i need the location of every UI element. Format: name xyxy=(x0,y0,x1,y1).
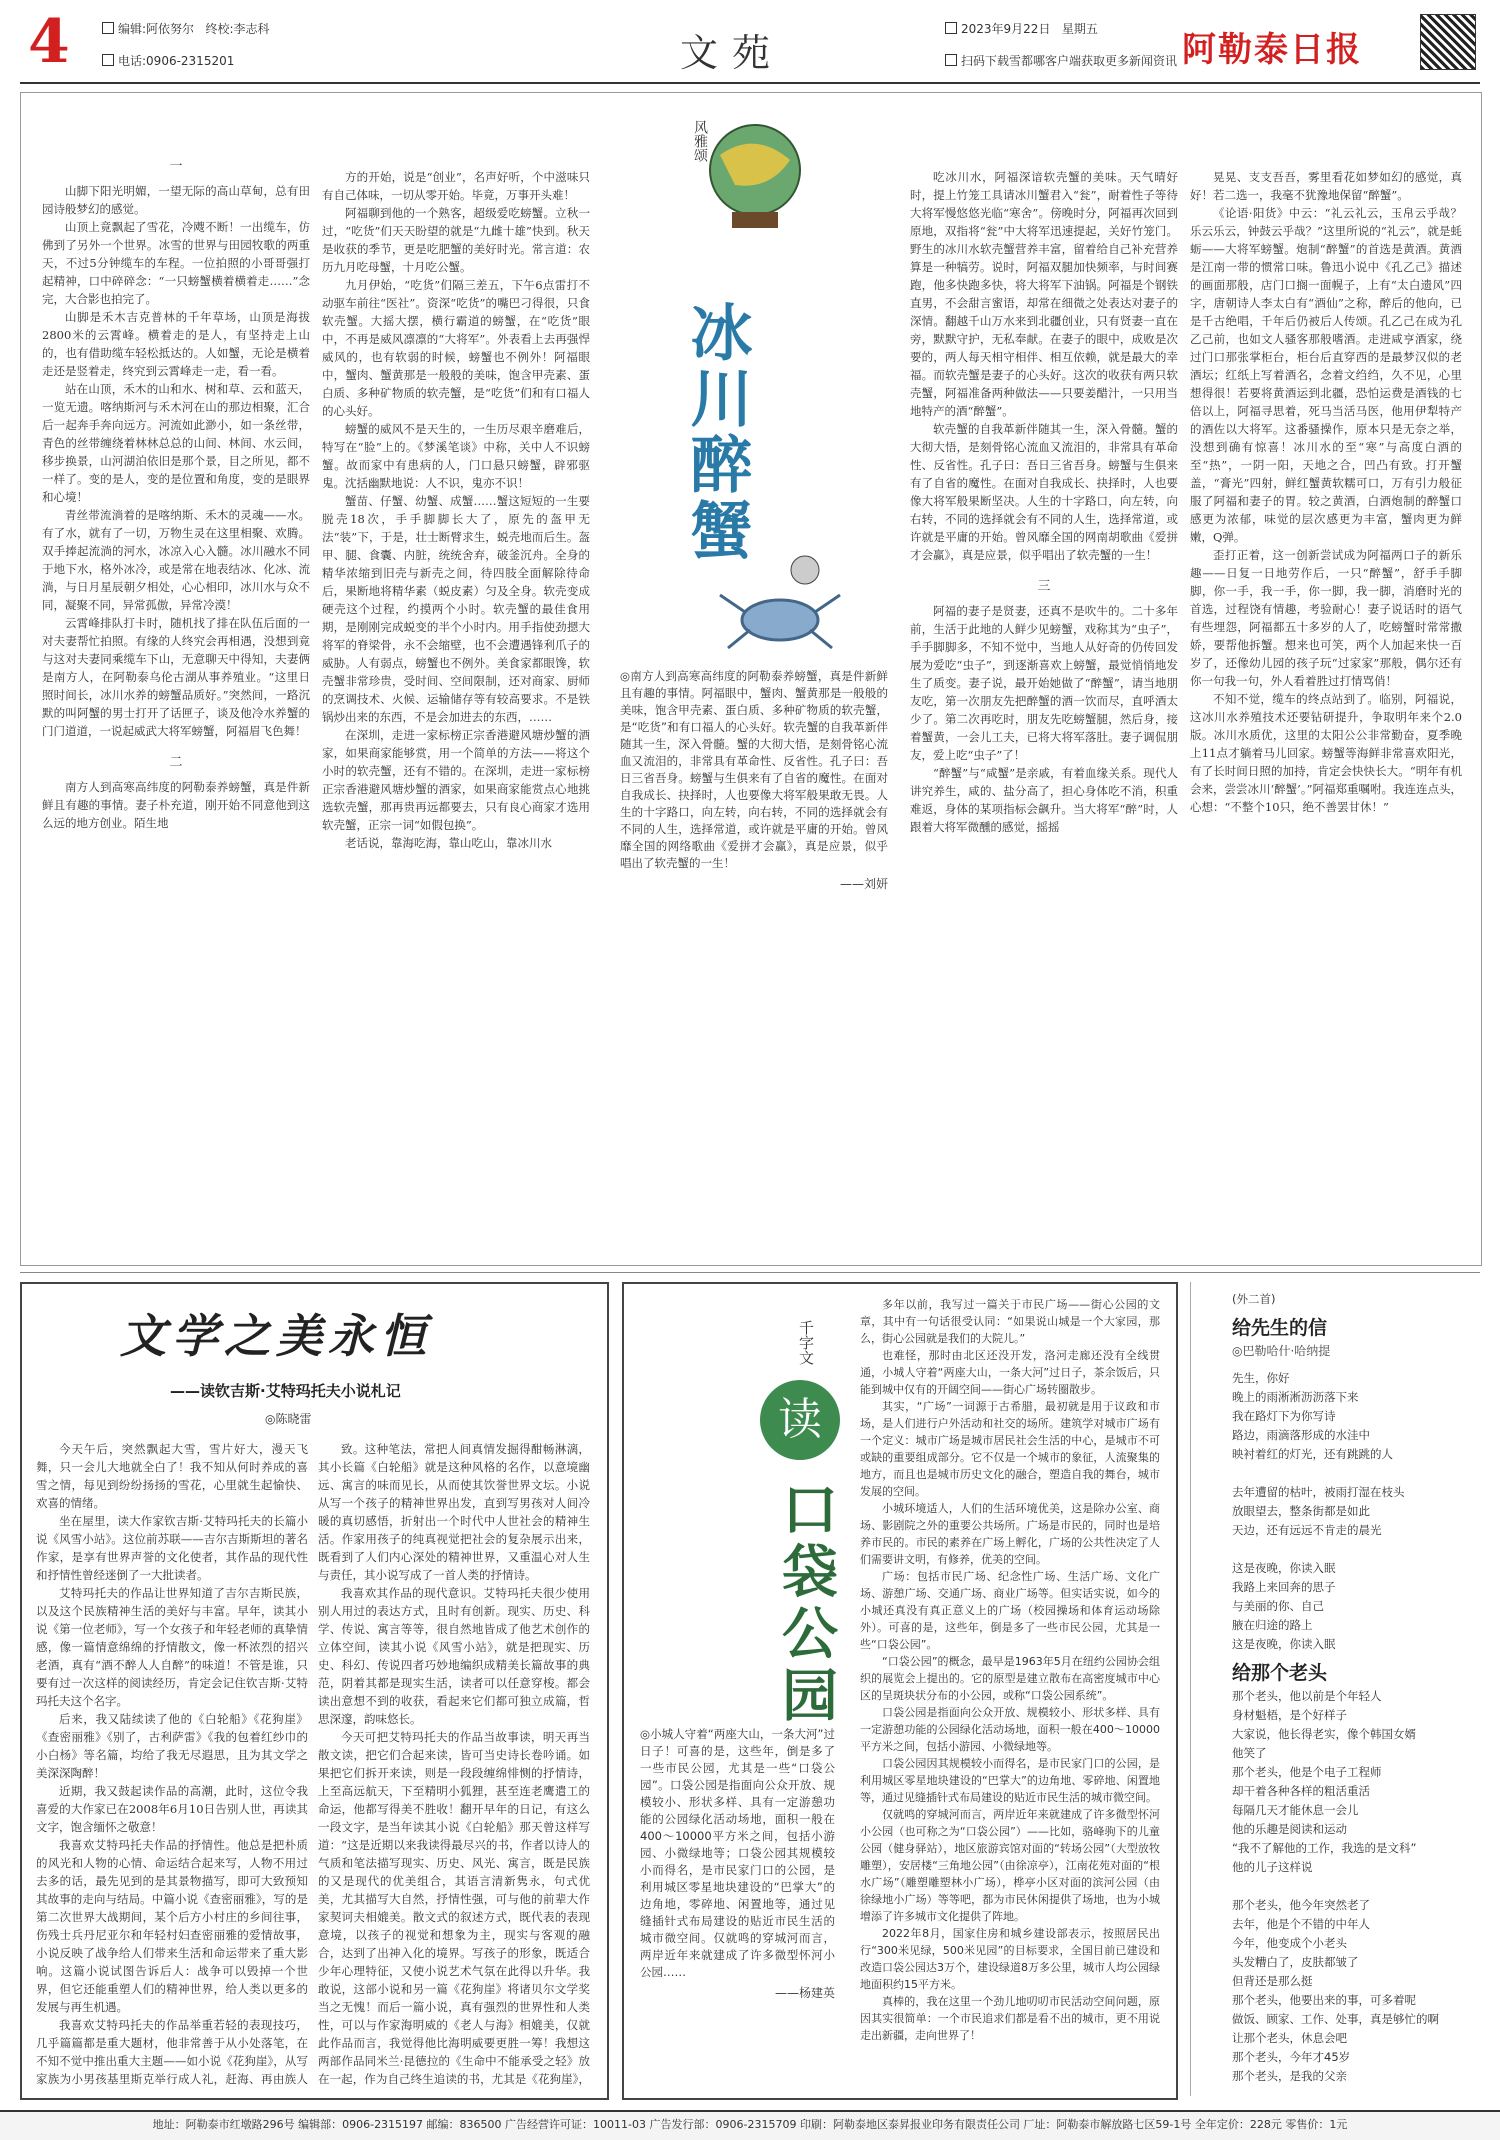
feature1-col1 xyxy=(42,152,310,1262)
feature1-caption xyxy=(620,668,888,1078)
poem-line: 身材魁梧，是个好样子 xyxy=(1232,1708,1347,1722)
read-badge: 读 xyxy=(760,1380,840,1460)
paragraph: 螃蟹的威风不是天生的，一生历尽艰辛磨难后，特写在“脸”上的。《梦溪笔谈》中称，关中人不识螃蟹。故而家中有患病的人，门口悬只螃蟹，辟邪驱鬼。沈括幽默地说：人不识，鬼亦不识！ xyxy=(322,422,590,490)
poem-line: 我在路灯下为你写诗 xyxy=(1232,1409,1336,1423)
poem-line: 天边，还有远远不肯走的晨光 xyxy=(1232,1523,1382,1537)
paragraph: 我喜欢其作品的现代意识。艾特玛托夫很少使用别人用过的表达方式，且时有创新。现实、历史、科学、传说、寓言等等，很自然地皆成了他艺术创作的立体空间，读其小说《风雪小站》，就是把现实、历史、科幻、传说四者巧妙地编织成精美长篇故事的典范，阴着其都是现实生活，读者可以任意穿梭。都会读出意想不到的收获，看起来它们都可独立成篇，哲思深邃，韵味悠长。 xyxy=(318,1586,590,1726)
paragraph: 歪打正着，这一创新尝试成为阿福两口子的新乐趣——日复一日地劳作后，一只“醉蟹”，舒手手脚脚，你一手，我一手，你一脚，我一脚，消磨时光的首选，过程饶有情趣，考验耐心！妻子说话时的语气有些埋怨，阿福都五十多岁的人了，吃螃蟹时常常撒娇，要帮他拆蟹。想来也可笑，两个人加起来快一百岁了，还像幼儿园的孩子玩“过家家”那般，偶尔还有你一句我一句，外人看着胜过打情骂俏！ xyxy=(1190,548,1462,688)
app-promo: 扫码下载雪都哪客户端获取更多新闻资讯 xyxy=(961,54,1178,68)
date: 2023年9月22日 xyxy=(961,22,1051,36)
paragraph: 也难怪，那时由北区还没开发，洛河走廊还没有全线贯通，小城人守着“两座大山，一条大河”过日子，茶余饭后，只能到城中仅有的开阔空间——街心广场转圈散步。 xyxy=(860,1349,1160,1396)
page-number: 4 xyxy=(28,7,70,77)
section-title: 文苑 xyxy=(680,31,785,75)
paragraph: 站在山顶，禾木的山和水、树和草、云和蓝天，一览无遗。喀纳斯河与禾木河在山的那边相聚，汇合后一起奔手奔向远方。河流如此渺小，如一条丝带，青色的丝带缠绕着林林总总的山间、林间、水云间，移步换景，山河湖泊依旧是那个景，目之所见，都不一样了。变的是人，变的是位置和角度，变的是眼界和心境！ xyxy=(42,382,310,504)
feature2-col1 xyxy=(36,1440,308,2090)
paragraph: 我喜欢艾特玛托夫的作品举重若轻的表现技巧，几乎篇篇都是重大题材，他非常善于从小处落笔，在不知不觉中推出重大主题——如小说《花狗崖》，从写家族为小男孩基里斯克举行成人礼，赶海、再由族人 xyxy=(36,2018,308,2086)
poem-line: 放眼望去，整条街都是如此 xyxy=(1232,1504,1370,1518)
poem-title: 给那个老头 xyxy=(1232,1662,1328,1684)
paragraph: 广场：包括市民广场、纪念性广场、生活广场、文化广场、游憩广场、交通广场、商业广场等。但实话实说，如今的小城还真没有真正意义上的广场（校园操场和体育运动场除外）。可喜的是，这些年，倒是多了一些市民公园，尤其是一些“口袋公园”。 xyxy=(860,1570,1160,1651)
paragraph: 不知不觉，缆车的终点站到了。临别，阿福说，这冰川水养殖技术还要钻研提升，争取明年来个2.0版。冰川水质优，这里的太阳公公非常勤奋，夏季晚上11点才躺着马儿回家。螃蟹等海鲜非常喜欢阳光，有了长时间日照的加持，肯定会快快长大。“明年有机会来，尝尝冰川‘醉蟹’。”阿福郑重嘱咐。我连连点头，心想：“不整个10只，绝不善罢甘休！” xyxy=(1190,692,1462,814)
paragraph: 艾特玛托夫的作品让世界知道了吉尔吉斯民族，以及这个民族精神生活的美好与丰富。早年，读其小说《第一位老师》，写一个女孩子和年轻老师的真挚情感，像一篇情意绵绵的抒情散文，像一杯浓烈的招兴老酒，真有“酒不醉人人自醉”的味道！不管是谁，只要有过一次这样的阅读经历，肯定会记住钦吉斯·艾特玛托夫这个名字。 xyxy=(36,1586,308,1708)
poem-line: 那个老头，是我的父亲 xyxy=(1232,2069,1347,2083)
poems-block xyxy=(1232,1290,1472,2090)
paragraph: 口袋公园因其规模较小而得名，是市民家门口的公园，是利用城区零星地块建设的“巴掌大”的边角地、零碎地、闲置地等，通过见缝插针式布局建设的贴近市民生活的城市微空间。 xyxy=(860,1757,1160,1804)
reviewer: 终校:李志科 xyxy=(205,22,270,36)
poem-line: “我不了解他的工作，我选的是文科” xyxy=(1232,1841,1417,1855)
poem-line: 去年遭留的枯叶，被雨打湿在枝头 xyxy=(1232,1485,1405,1499)
paragraph: 山顶上竟飘起了雪花，冷飕不断！一出缆车，仿佛到了另外一个世界。冰雪的世界与田园牧歌的两重天，不过5分钟缆车的车程。一位拍照的小哥哥强打起精神，口中碎碎念：“一只螃蟹横着横着走……”念完，大合影也拍完了。 xyxy=(42,220,310,306)
paragraph: 我喜欢艾特玛托夫作品的抒情性。他总是把朴质的风光和人物的心情、命运结合起来写，人物不用过去多的话，最先见到的是其景物描写，即可大致预知其故事的走向与结局。中篇小说《查密丽雅》，写的是第二次世界大战期间，某个后方小村庄的乡间往事，伤残士兵丹尼亚尔和年轻村妇查密丽雅的爱情故事，小说反映了战争给人们带来生活和命运带来了重大影响。这篇小说试图告诉后人：战争可以毁掉一个世界，但它还能重塑人们的精神世界，给人类以更多的发展与再生机遇。 xyxy=(36,1838,308,2014)
poem-line: 那个老头，他要出来的事，可多着呢 xyxy=(1232,1993,1416,2007)
paragraph: 致。这种笔法，常把人间真情发掘得酣畅淋漓，其小长篇《白轮船》就是这种风格的名作，以意境幽远、寓言的味而见长，从而使其饮誉世界文坛。小说从写一个孩子的精神世界出发，直到写男孩对人间冷暖的真切感悟，折射出一个时代中人世社会的精神生活。作家用孩子的纯真视觉把社会的复杂展示出来，既看到了人们内心深处的精神世界，又重温心对人生与责任，其小说写成了一首人类的抒情诗。 xyxy=(318,1442,590,1582)
paragraph: 今天可把艾特玛托夫的作品当故事读，明天再当散文读，把它们合起来读，皆可当史诗长卷吟诵。如果把它们拆开来读，则是一段段缠绵悱恻的抒情诗，上至高远航天，下至精明小狐狸，甚至连老鹰遣工的命运，他都写得美不胜收！翻开早年的日记，有这么一段文字，是当年读其小说《白轮船》那天曾这样写道：“这是近期以来我读得最尽兴的书，作者以诗人的气质和笔法描写现实、历史、风光、寓言，既是民族的又是现代的优美组合，其语言清新隽永，句式优美，尤其描写大自然，抒情性强，可与他的前辈大作家契诃夫相媲美。散文式的叙述方式，既代表的表现意境，以孩子的视觉和想象为主，现实与客观的融合，达到了出神入化的境界。写孩子的形象，既适合少年心理特征，又使小说艺术气氛在此得以升华。我敢说，这部小说和另一篇《花狗崖》将诸贝尔文学奖当之无愧！而后一篇小说，真有强烈的世界性和人类性，可以与作家海明威的《老人与海》相媲美，仅就此作品而言，我觉得他比海明威要更胜一筹！我想这两部作品同米兰·昆德拉的《生命中不能承受之轻》放在一起，作为自己终生追读的书，尤其是《花狗崖》， xyxy=(318,1730,590,2086)
qr-code-icon[interactable] xyxy=(1420,14,1476,70)
feature2-subtitle: ——读钦吉斯·艾特玛托夫小说札记 xyxy=(170,1382,401,1400)
paragraph: 九月伊始，“吃货”们隔三差五，下午6点雷打不动驱车前往“医社”。资深“吃货”的嘴巴刁得很，只食软壳蟹。大摇大摆，横行霸道的螃蟹，在“吃货”眼中，不再是威风凛凛的“大将军”。外表看上去再强悍威风的，也有软弱的时候，螃蟹也不例外！阿福眼中，蟹肉、蟹黄那是一般般的美味，饱含甲壳素、蛋白质、多种矿物质的软壳蟹，是“吃货”们和有口福人的心头好。 xyxy=(322,278,590,418)
caption-text: ◎小城人守着“两座大山，一条大河”过日子！可喜的是，这些年，倒是多了一些市民公园，尤其是一些“口袋公园”。口袋公园是指面向公众开放、规模较小、形状多样、具有一定游憩功能的公园绿化活动场地，面积一般在400～10000平方米之间，包括小游园、小微绿地等；口袋公园其规模较小而得名，是市民家门口的公园，是利用城区零星地块建设的“巴掌大”的边角地，零碎地、闲置地等，通过见缝插针式布局建设的贴近市民生活的城市微空间。仅就鸣的穿城河而言，两岸近年来就建成了许多微型怀河小公园…… xyxy=(640,1727,835,1979)
paragraph: 阿福的妻子是贤妻，还真不是吹牛的。二十多年前，生活于此地的人鲜少见螃蟹，戏称其为“虫子”，手手脚脚多，不知不觉中，当地人从好奇的仍传回发展为爱吃“虫子”，到逐渐喜欢上螃蟹，最觉悄悄地发生了质变。妻子说，最开始她做了“醉蟹”，请当地朋友吃，第一次朋友先把醉蟹的酒一饮而尽，直呼酒太少了。第二次再吃时，朋友先吃螃蟹腿，然后身，接着蟹黄，一会儿工夫，已将大将军落肚。妻子调侃朋友，爱上吃“虫子”了！ xyxy=(910,604,1178,762)
editor-line xyxy=(102,20,270,37)
poem-author: ◎巴勒哈什·哈纳提 xyxy=(1232,1344,1331,1358)
poem-line: 头发糟白了，皮肤都皱了 xyxy=(1232,1955,1359,1969)
poem-line: 路边，雨滴落形成的水洼中 xyxy=(1232,1428,1370,1442)
paragraph: 多年以前，我写过一篇关于市民广场——街心公园的文章，其中有一句话很受认同：“如果说山城是一个大家园，那么，街心公园就是我们的大院儿。” xyxy=(860,1298,1160,1345)
caption-author: ——杨建英 xyxy=(774,1986,835,2000)
section-number: 三 xyxy=(1037,579,1051,594)
feature3-title: 口袋公园 xyxy=(773,1480,839,1728)
column-tag: 风雅颂 xyxy=(692,120,708,162)
poems-intro: (外二首) xyxy=(1232,1292,1276,1306)
poem-line: 却干着各种各样的粗活重活 xyxy=(1232,1784,1370,1798)
paragraph: 坐在屋里，读大作家钦吉斯·艾特玛托夫的长篇小说《风雪小站》。这位前苏联——吉尔吉斯斯坦的著名作家，是享有世界声誉的文化使者，其作品的现代性和抒情性曾经迷倒了一大批读者。 xyxy=(36,1514,308,1582)
paragraph: 山脚是禾木吉克普林的千年草场，山顶是海拔2800米的云霄峰。横着走的是人，有坚持走上山的，也有借助缆车轻松抵达的。人如蟹，无论是横着走还是竖着走，终究到云霄峰走一走，看一看。 xyxy=(42,310,310,378)
feature1-col4 xyxy=(1190,168,1462,1262)
paragraph: 阿福聊到他的一个熟客，超级爱吃螃蟹。立秋一过，“吃货”们天天盼望的就是“九雌十雄”快到。秋天是收获的季节，更是吃肥蟹的美好时光。常言道：农历九月吃母蟹，十月吃公蟹。 xyxy=(322,206,590,274)
caption-author: ——刘妍 xyxy=(839,877,888,891)
section-number: 一 xyxy=(169,159,183,174)
editor: 编辑:阿依努尔 xyxy=(118,22,195,36)
poem-line: 做饭、顾家、工作、处事，真是够忙的啊 xyxy=(1232,2012,1439,2026)
paragraph: 晃晃、支支吾吾，雾里看花如梦如幻的感觉，真好！若二选一，我毫不犹豫地保留“醉蟹”。 xyxy=(1190,170,1462,202)
paragraph: “醉蟹”与“咸蟹”是亲戚，有着血缘关系。现代人讲究养生，咸的、盐分高了，担心身体吃不消，积重难返，身体的某项指标会飙升。当大将军“醉”时，人跟着大将军微醺的感觉，摇摇 xyxy=(910,766,1178,834)
poem-line: 那个老头，他是个电子工程师 xyxy=(1232,1765,1382,1779)
footer-imprint: 地址：阿勒泰市红墩路296号 编辑部：0906-2315197 邮编：836500 广告经营许可证：10011-03 广告发行部：0906-2315709 印刷：阿勒泰地区泰昇报业印务有限责任公司 厂址：阿勒泰市解放路七区59-1号 全年定价：228元 零售价：1元 xyxy=(0,2110,1500,2140)
poem-line: 让那个老头，休息会吧 xyxy=(1232,2031,1347,2045)
feature3-body xyxy=(860,1296,1160,2090)
feature2-title: 文学之美永恒 xyxy=(120,1309,432,1363)
paragraph: 山脚下阳光明媚，一望无际的高山草甸，总有田园诗般梦幻的感觉。 xyxy=(42,184,310,216)
paragraph: 小城环境适人，人们的生活环境优美，这是除办公室、商场、影剧院之外的重要公共场所。广场是市民的，同时也是培养市民的。市民的素养在广场上孵化，广场的公共性决定了人们需要讲文明，有修养，优美的空间。 xyxy=(860,1502,1160,1566)
poem-body xyxy=(1232,1687,1472,2086)
poem-line: 今年，他变成个小老头 xyxy=(1232,1936,1347,1950)
poem-title: 给先生的信 xyxy=(1232,1317,1328,1339)
paragraph: 方的开始，说是“创业”，名声好听，个中滋味只有自己体味，一切从零开始。毕竟，万事开头难！ xyxy=(322,170,590,202)
poem-line: 晚上的雨淅淅沥沥落下来 xyxy=(1232,1390,1359,1404)
paragraph: 其实，“广场”一词源于古希腊，最初就是用于议政和市场，是人们进行户外活动和社交的场所。建筑学对城市广场有一个定义：城市广场是城市居民社会生活的中心，是城市不可或缺的重要组成部分。它不仅是一个城市的象征，人流聚集的地方，而且也是城市历史文化的融合，塑造自我的舞台，城市发展的空间。 xyxy=(860,1400,1160,1498)
paragraph: 老话说，靠海吃海，靠山吃山，靠冰川水 xyxy=(345,836,552,850)
poem-line: 那个老头，今年才45岁 xyxy=(1232,2050,1351,2064)
caption-text: ◎南方人到高寒高纬度的阿勒泰养螃蟹，真是件新鲜且有趣的事情。阿福眼中，蟹肉、蟹黄那是一般般的美味，饱含甲壳素、蛋白质、多种矿物质的软壳蟹，是“吃货”和有口福人的心头好。软壳蟹的自我革新伴随其一生，深入骨髓。蟹的大彻大悟，是刻骨铭心流血又流泪的，非常具有革命性、反省性。孔子曰：吾日三省吾身。螃蟹与生俱来有了自省的魔性。在面对自我成长、抉择时，人也要像大将军般果敢无畏。人生的十字路口，向左转，向右转，不同的选择就会有不同的人生，选择常道，或许就是平庸的开始。曾风靡全国的网络歌曲《爱拼才会赢》，真是应景，似乎唱出了软壳蟹的一生！ xyxy=(620,669,888,870)
paragraph: 蟹苗、仔蟹、幼蟹、成蟹……蟹这短短的一生要脱壳18次，手手脚脚长大了，原先的盔甲无法“装”下，于是，壮士断臂求生，蜕壳地而后生。盔甲、腿、食囊、内脏，统统舍弃，破釜沉舟。全身的精华浓缩到旧壳与新壳之间，待四肢全面解除待命后，果断地将精华素（蜕皮素）匀及全身。软壳变成硬壳这个过程，约摸两个小时。软壳蟹的最佳食用期，是刚刚完成蜕变的半个小时内。用手指使劲摁大将军的脊梁骨，永不会缩壁，也不会遭遇锋利爪子的威胁。人有弱点，螃蟹也不例外。美食家都眼馋，软壳蟹非常珍贵，受时间、空间限制，还对商家、厨师的烹调技术、火候、运输储存等有较高要求。不是铁锅炒出来的东西，不是会加进去的东西，…… xyxy=(322,494,590,724)
feature2-col2 xyxy=(318,1440,590,2090)
poem-line: 大家说，他长得老实，像个韩国女婿 xyxy=(1232,1727,1416,1741)
section-divider xyxy=(20,1272,1480,1273)
poem-body xyxy=(1232,1369,1472,1654)
poem-line: 他笑了 xyxy=(1232,1746,1267,1760)
feature3-caption xyxy=(640,1726,835,2036)
phone-line xyxy=(102,52,234,69)
feature1-col3 xyxy=(910,168,1178,1262)
poem-line: 他的乐趣是阅读和运动 xyxy=(1232,1822,1347,1836)
paragraph: “口袋公园”的概念，最早是1963年5月在纽约公园协会组织的展览会上提出的。它的原型是建立散布在高密度城市中心区的呈斑块状分布的小公园，或称“口袋公园系统”。 xyxy=(860,1655,1160,1702)
app-promo-line xyxy=(945,52,1177,69)
paragraph: 软壳蟹的自我革新伴随其一生，深入骨髓。蟹的大彻大悟，是刻骨铭心流血又流泪的，非常具有革命性、反省性。孔子曰：吾日三省吾身。螃蟹与生俱来有了自省的魔性。在面对自我成长、抉择时，人也要像大将军般果断坚决。人生的十字路口，向左转，向右转，不同的选择就会有不同的人生，选择常道，或许就是平庸的开始。曾风靡全国的网南胡歌曲《爱拼才会赢》，真是应景，似乎唱出了软壳蟹的一生！ xyxy=(910,422,1178,562)
paragraph: 仅就鸣的穿城河而言，两岸近年来就建成了许多微型怀河小公园（也可称之为“口袋公园”）——比如，骆峰驹下的儿童公园（健身驿站），地区旅游宾馆对面的“转场公园”（大型放牧雕塑），安居楼“三角地公园”（由徐凉亭），江南花苑对面的“根水广场”（雕塑雕塑林小广场），桦亭小区对面的滨河公园（由徐绿地小广场）等等吧，都为市民休闲提供了场地，也为小城增添了许多城市文化提供了阵地。 xyxy=(860,1808,1160,1923)
poem-line: 我路上来回奔的思子 xyxy=(1232,1580,1336,1594)
poem-line: 他的儿子这样说 xyxy=(1232,1860,1313,1874)
paragraph: 吃冰川水，阿福深谙软壳蟹的美味。天气晴好时，提上竹笼工具请冰川蟹君入“瓮”，耐着性子等待大将军慢悠悠光临“寒舍”。傍晚时分，阿福再次回到原地，双指将“瓮”中大将军迅速提起，关好竹笼门。野生的冰川水软壳蟹营养丰富，留着给自己补充营养算是一种犒劳。说时，阿福双腿加快频率，与时间赛跑，他多快跑多快，将大将军下油锅。阿福是个钢铁直男，不会甜言蜜语，却常在细微之处表达对妻子的深情。翻越千山万水来到北疆创业，只有贤妻一直在旁，默默守护，无私奉献。在妻子的眼中，成败是次要的，两人每天相守相伴、相互依赖，就是最大的幸福。而软壳蟹是妻子的心头好。这次的收获有两只软壳蟹，阿福准备两种做法——只要姜醋汁，一只用当地特产的酒“醉蟹”。 xyxy=(910,170,1178,418)
paragraph: 近期，我又鼓起读作品的高潮，此时，这位令我喜爱的大作家已在2008年6月10日告别人世，再读其文字，饱含缅怀之敬意！ xyxy=(36,1784,308,1834)
poem-line: 映衬着红的灯光，还有跳跳的人 xyxy=(1232,1447,1393,1461)
paragraph: 2022年8月，国家住房和城乡建设部表示，按照居民出行“300米见绿，500米见园”的目标要求，全国目前已建设和改造口袋公园达3万个，建设绿道8万多公里，城市人均公园绿地面积约15平方米。 xyxy=(860,1927,1160,1991)
paragraph: 青丝带流淌着的是喀纳斯、禾木的灵魂——水。有了水，就有了一切，万物生灵在这里相聚、欢腾。双手捧起流淌的河水，冰凉入心入髓。冰川融水不同于地下水，格外冰冷，或是常在地表结冰、化冰、流淌，与日月星辰朝夕相处，心心相印，冰川水与众不同，凝聚不同，异常孤傲，异常冷漠！ xyxy=(42,508,310,612)
poem-line: 这是夜晚，你读入眠 xyxy=(1232,1637,1336,1651)
poem-line xyxy=(1232,1877,1472,1896)
crab-icon xyxy=(720,595,840,648)
feature1-col2 xyxy=(322,168,590,1262)
poem-line: 每隔几天才能休息一会儿 xyxy=(1232,1803,1359,1817)
poem-line: 但背还是那么挺 xyxy=(1232,1974,1313,1988)
column-tag: 千字文 xyxy=(797,1320,815,1365)
poem-line: 先生，你好 xyxy=(1232,1371,1290,1385)
paragraph: 后来，我又陆续读了他的《白轮船》《花狗崖》《查密丽雅》《别了，古利萨雷》《我的包着红纱巾的小白杨》等名篇，均给了我无尽遐思，且为其文学之美深深陶醉！ xyxy=(36,1712,308,1780)
poem-line: 这是夜晚，你读入眠 xyxy=(1232,1561,1336,1575)
poem-line: 腋在归途的路上 xyxy=(1232,1618,1313,1632)
paragraph: 云霄峰排队打卡时，随机找了排在队伍后面的一对夫妻帮忙拍照。有缘的人终究会再相遇，没想到竟与这对夫妻同乘缆车下山，无意聊天中得知，夫妻俩是南方人，在阿勒泰乌伦古湖从事养殖业。“这里日照时间长，冰川水养的螃蟹品质好。”突然间，一路沉默的叫阿蟹的男士打开了话匣子，谈及他冷水养蟹的门门道道，一说起威武大将军螃蟹，阿福眉飞色舞！ xyxy=(42,616,310,738)
paragraph: 真棒的，我在这里一个劲儿地叨叨市民活动空间问题，原因其实很简单：一个市民追求们都是看不出的城市，更不用说走出新疆，走向世界了！ xyxy=(860,1995,1160,2042)
feature2-author: ◎陈晓雷 xyxy=(265,1412,312,1426)
feature1-title: 冰川醉蟹 xyxy=(680,300,753,564)
poem-line: 那个老头，他以前是个年轻人 xyxy=(1232,1689,1382,1703)
poem-line xyxy=(1232,1540,1472,1559)
poem-line: 与美丽的你、自己 xyxy=(1232,1599,1324,1613)
date-line xyxy=(945,20,1098,37)
paragraph: 今天午后，突然飘起大雪，雪片好大，漫天飞舞，只一会儿大地就全白了！我不知从何时养成的喜雪之情，每见到纷纷扬扬的雪花，心里就生起愉快、欢喜的情绪。 xyxy=(36,1442,308,1510)
phone: 电话:0906-2315201 xyxy=(118,54,235,68)
paragraph: 南方人到高寒高纬度的阿勒泰养螃蟹，真是件新鲜且有趣的事情。妻子朴充道，刚开始不同意他到这么远的地方创业。陌生地 xyxy=(42,780,310,830)
poem-line xyxy=(1232,1464,1472,1483)
paragraph: 《论语·阳货》中云：“礼云礼云，玉帛云乎哉？乐云乐云，钟鼓云乎哉？”这里所说的“礼云”，就是蚝蛎——大将军螃蟹。炮制“醉蟹”的首选是黄酒。黄酒是江南一带的惯常口味。鲁迅小说中《孔乙己》描述的画面那般，店门口搁一面幌子，上有“太白遗风”四字，唐朝诗人李太白有“酒仙”之称，醉后的他向，已是千古绝唱，千年后仍被后人传颂。孔乙己在成为孔乙己前，也如文人骚客那般嗜酒。走进咸亨酒家，绕过门口那张掌柜台，柜台后直穿西的是最梦汉似的老酒坛；红纸上写着酒名，念着文绉绉，久不见，心里想得很！若要将黄酒运到北疆，恐怕运费是酒钱的七倍以上，阿福寻思着，死马当活马医，他用伊犁特产的酒佐以大将军。这番骚操作，原本只是无奈之举，没想到确有惊喜！冰川水的至“寒”与高度白酒的至“热”，一阴一阳，天地之合，凹凸有致。打开蟹盖，“膏光”四射，鲜红蟹黄软糯可口，万有引力般征服了阿福和妻子的胃。较之黄酒，白酒炮制的醉蟹口感更为浓郁，味觉的层次感更为丰富，蟹肉更为鲜嫩，Q弹。 xyxy=(1190,206,1462,544)
poem-line: 那个老头，他今年突然老了 xyxy=(1232,1898,1370,1912)
paragraph: 在深圳，走进一家标榜正宗香港避风塘炒蟹的酒家，如果商家能够赏，用一个简单的方法——将这个小时的软壳蟹，还有不错的。在深圳，走进一家标榜正宗香港避风塘炒蟹的酒家，如果商家能赏点心地挑选软壳蟹，那再贵再远都要去，只有良心商家才选用软壳蟹，正宗一词“如假包换”。 xyxy=(322,728,590,832)
newspaper-logo: 阿勒泰日报 xyxy=(1182,30,1362,70)
weekday: 星期五 xyxy=(1061,22,1098,36)
paragraph: 口袋公园是指面向公众开放、规模较小、形状多样、具有一定游憩功能的公园绿化活动场地，面积一般在400～10000平方米之间，包括小游园、小微绿地等。 xyxy=(860,1706,1160,1753)
poem-line: 去年，他是个不错的中年人 xyxy=(1232,1917,1370,1931)
section-number: 二 xyxy=(169,755,183,770)
header-rule xyxy=(20,82,1480,84)
